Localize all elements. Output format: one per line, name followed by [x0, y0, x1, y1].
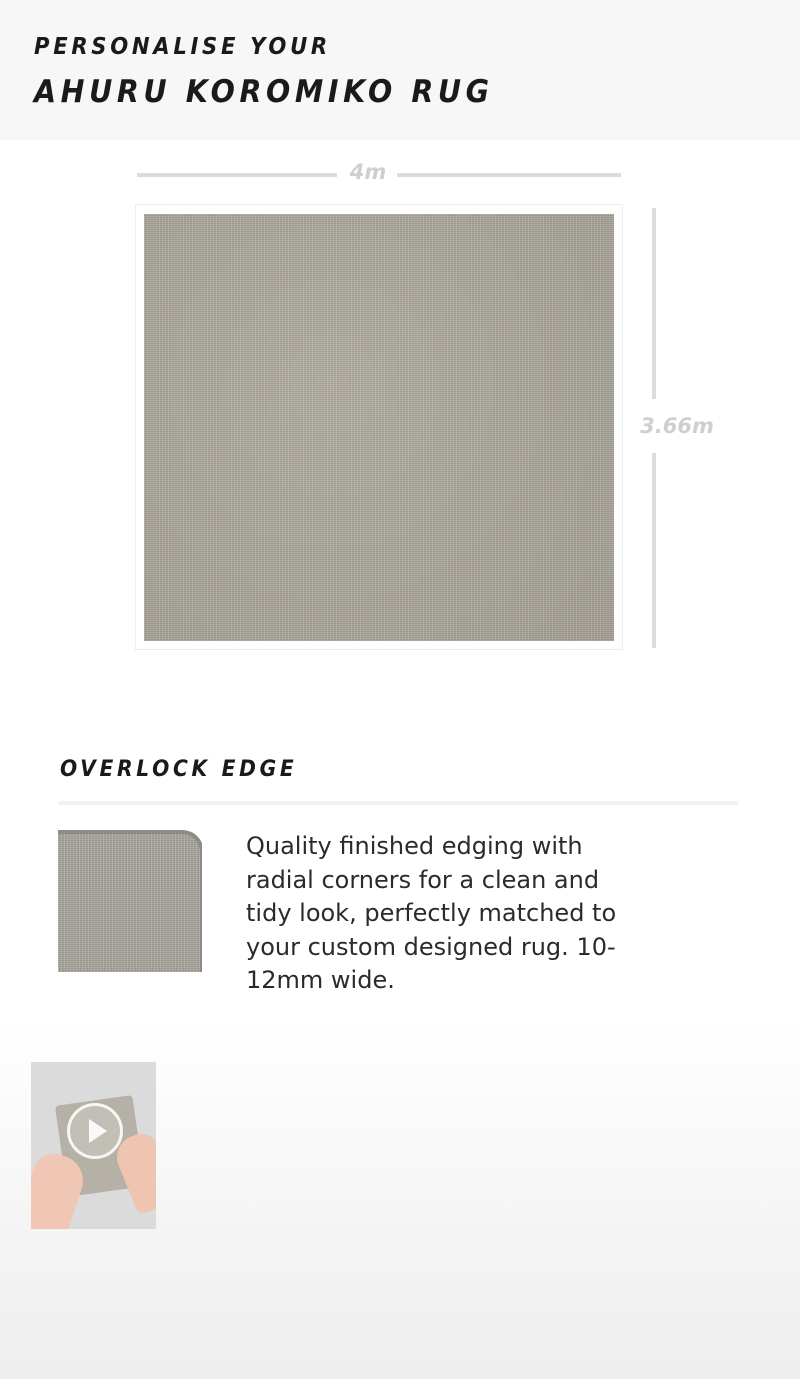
width-dimension-label: 4m: [349, 160, 387, 184]
width-dimension-line-right: [397, 173, 621, 177]
video-thumbnail[interactable]: [31, 1062, 156, 1229]
section-divider: [58, 801, 738, 805]
width-dimension-line-left: [137, 173, 337, 177]
edge-description: Quality finished edging with radial corners for a clean and tidy look, perfectly matched to your custom designed rug. 10-12mm wide.: [246, 832, 617, 994]
page-title: AHURU KOROMIKO RUG: [34, 74, 494, 110]
edge-section-title: OVERLOCK EDGE: [60, 757, 298, 782]
page-header: [0, 0, 800, 140]
height-dimension-label: 3.66m: [640, 414, 714, 438]
header-subtitle: PERSONALISE YOUR: [34, 34, 331, 60]
overlock-edge-swatch[interactable]: [58, 828, 202, 972]
rug-preview: [144, 214, 614, 641]
play-icon[interactable]: [67, 1103, 123, 1159]
swatch-texture: [58, 830, 202, 972]
height-dimension-line-top: [652, 208, 656, 399]
height-dimension-line-bottom: [652, 453, 656, 648]
